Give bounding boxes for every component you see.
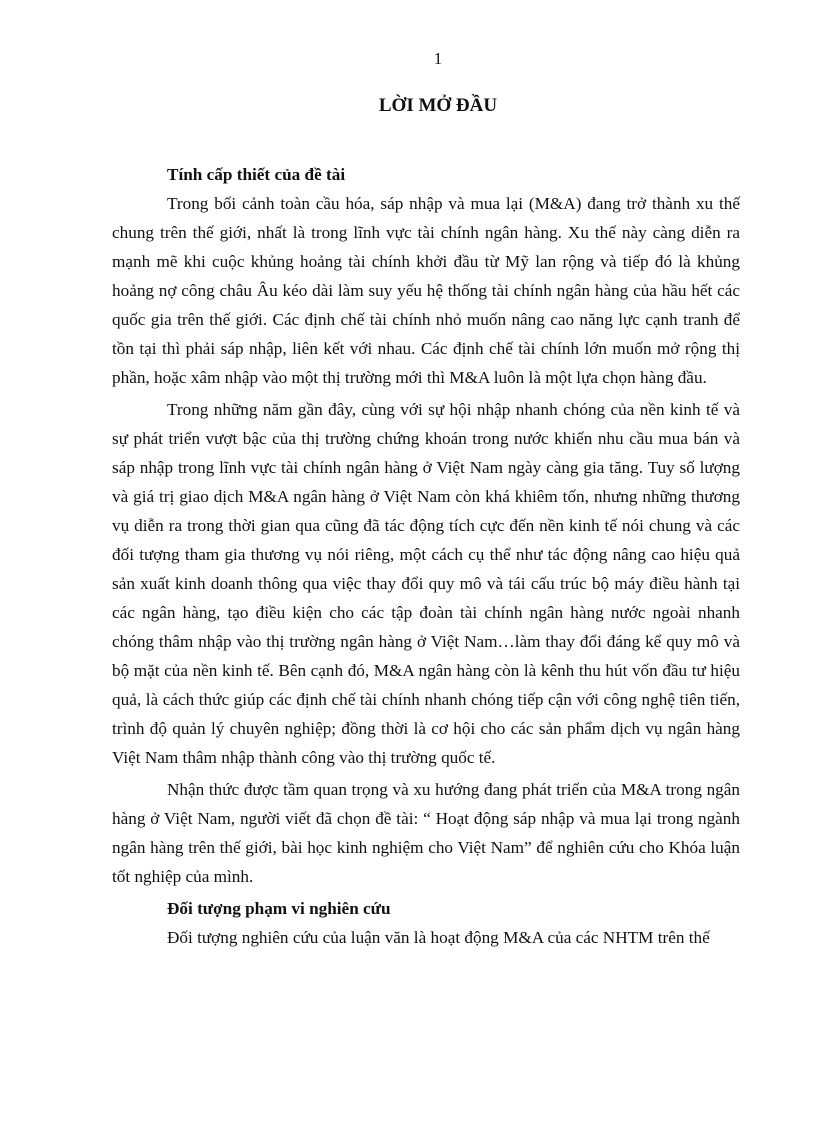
paragraph-research-object: Đối tượng nghiên cứu của luận văn là hoạt động M&A của các NHTM trên thế xyxy=(167,928,710,947)
page-number: 1 xyxy=(433,49,443,68)
document-body xyxy=(112,160,740,952)
page-title: LỜI MỞ ĐẦU xyxy=(378,95,498,116)
section-heading-urgency: Tính cấp thiết của đề tài xyxy=(167,165,346,184)
paragraph-context: Trong bối cảnh toàn cầu hóa, sáp nhập và mua lại (M&A) đang trở thành xu thế chung trên thế giới, nhất là trong lĩnh vực tài chính ngân hàng. Xu thế này càng diễn ra mạnh mẽ khi cuộc khủng hoảng tài chính khởi đầu từ Mỹ lan rộng và tiếp đó là khủng hoảng nợ công châu Âu kéo dài làm suy yếu hệ thống tài chính ngân hàng của hầu hết các quốc gia trên thế giới. Các định chế tài chính nhỏ muốn nâng cao năng lực cạnh tranh để tồn tại thì phải sáp nhập, liên kết với nhau. Các định chế tài chính lớn muốn mở rộng thị phần, hoặc xâm nhập vào một thị trường mới thì M&A luôn là một lựa chọn hàng đầu. xyxy=(112,194,740,387)
paragraph-vietnam-trend: Trong những năm gần đây, cùng với sự hội nhập nhanh chóng của nền kinh tế và sự phát triển vượt bậc của thị trường chứng khoán trong nước khiến nhu cầu mua bán và sáp nhập trong lĩnh vực tài chính ngân hàng ở Việt Nam ngày càng gia tăng. Tuy số lượng và giá trị giao dịch M&A ngân hàng ở Việt Nam còn khá khiêm tốn, nhưng những thương vụ diễn ra trong thời gian qua cũng đã tác động tích cực đến nền kinh tế nói chung và các đối tượng tham gia thương vụ nói riêng, một cách cụ thể như tác động nâng cao hiệu quả sản xuất kinh doanh thông qua việc thay đổi quy mô và tái cấu trúc bộ máy điều hành tại các ngân hàng, tạo điều kiện cho các tập đoàn tài chính ngân hàng nước ngoài nhanh chóng thâm nhập vào thị trường ngân hàng ở Việt Nam…làm thay đổi đáng kể quy mô và bộ mặt của nền kinh tế. Bên cạnh đó, M&A ngân hàng còn là kênh thu hút vốn đầu tư hiệu quả, là cách thức giúp các định chế tài chính nhanh chóng tiếp cận với công nghệ tiên tiến, trình độ quản lý chuyên nghiệp; đồng thời là cơ hội cho các sản phẩm dịch vụ ngân hàng Việt Nam thâm nhập thành công vào thị trường quốc tế. xyxy=(112,400,740,767)
section-heading-scope: Đối tượng phạm vi nghiên cứu xyxy=(167,899,391,918)
paragraph-topic-choice: Nhận thức được tầm quan trọng và xu hướng đang phát triển của M&A trong ngân hàng ở Việt Nam, người viết đã chọn đề tài: “ Hoạt động sáp nhập và mua lại trong ngành ngân hàng trên thế giới, bài học kinh nghiệm cho Việt Nam” để nghiên cứu cho Khóa luận tốt nghiệp của mình. xyxy=(112,780,740,886)
